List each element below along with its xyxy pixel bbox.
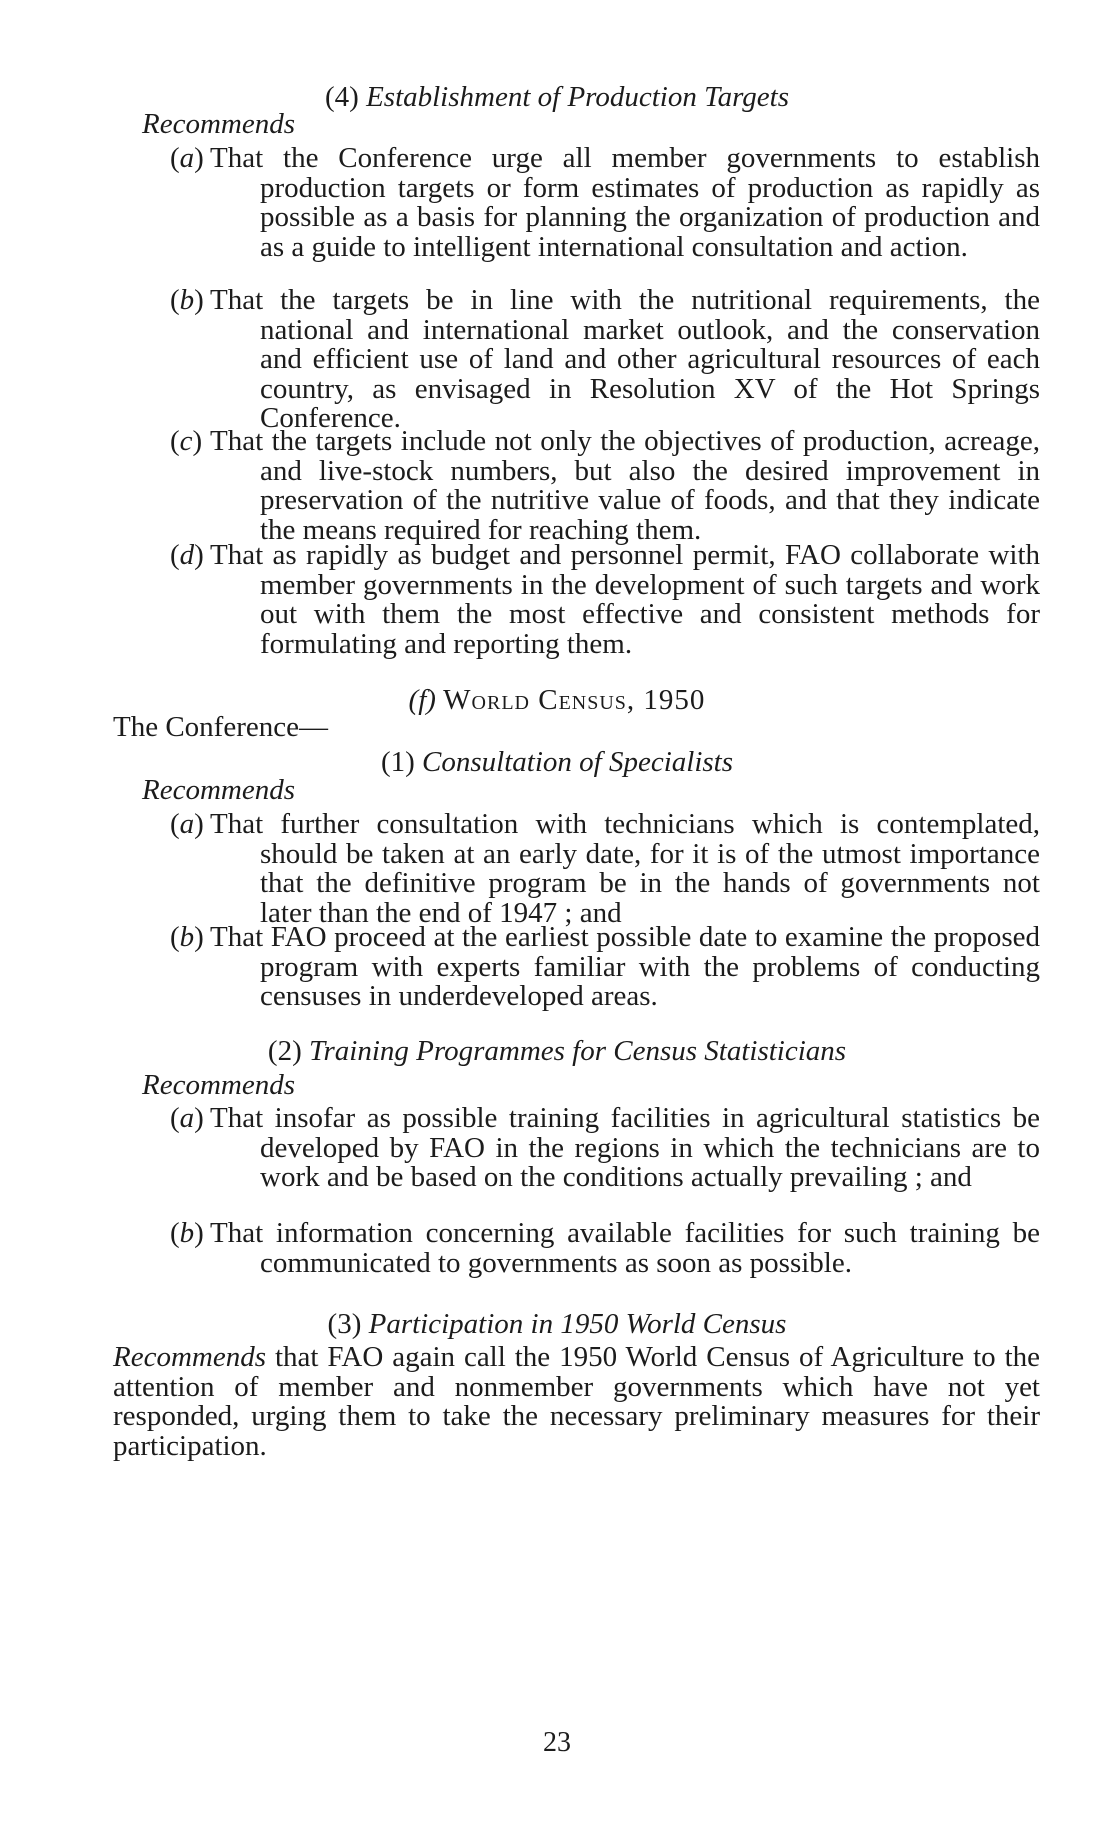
item-text: That further consultation with technicians which is contemplated, should be taken at an early date, for it is of the utmost importance that the definitive program be in the hands of governments not later than the end of 1947 ; and xyxy=(210,808,1040,929)
item-text: That FAO proceed at the earliest possible date to examine the proposed program with experts familiar with the problems of conducting censuses in underdeveloped areas. xyxy=(210,921,1040,1013)
recommendation-item xyxy=(170,286,1040,434)
item-text: That the targets include not only the objectives of production, acreage, and live-stock numbers, but also the desired improvement in preservation of the nutritive value of foods, and that they indicate the means required for reaching them. xyxy=(210,425,1040,546)
recommendation-paragraph xyxy=(113,1343,1040,1461)
item-text: That insofar as possible training facilities in agricultural statistics be developed by FAO in the regions in which the technicians are to work and be based on the conditions actually prevailing ; and xyxy=(210,1102,1040,1194)
section-title: Participation in 1950 World Census xyxy=(368,1308,787,1340)
recommends-label: Recommends xyxy=(142,1069,296,1101)
item-text: That as rapidly as budget and personnel permit, FAO collaborate with member governments in the development of such targets and work out with them the most effective and consistent methods for formulating and reporting them. xyxy=(210,539,1040,660)
recommends-label: Recommends xyxy=(142,108,296,140)
item-label: (a) xyxy=(170,808,204,840)
item-text: That the targets be in line with the nutritional requirements, the national and international market outlook, and the conservation and efficient use of land and other agricultural resources of each country, as envisaged in Resolution XV of the Hot Springs Conference. xyxy=(210,284,1040,435)
section-title: Consultation of Specialists xyxy=(422,746,734,778)
recommendation-item xyxy=(170,427,1040,545)
recommendation-item xyxy=(170,541,1040,659)
item-label: (a) xyxy=(170,142,204,174)
item-label: (c) xyxy=(170,425,203,457)
section-letter: (f) xyxy=(408,684,436,716)
section-title: Establishment of Production Targets xyxy=(366,81,789,113)
item-label: (d) xyxy=(170,539,204,571)
recommendation-item xyxy=(170,144,1040,262)
section-number: (2) xyxy=(267,1035,302,1067)
recommendation-item xyxy=(170,923,1040,1012)
section-number: (4) xyxy=(324,81,359,113)
recommends-label: Recommends xyxy=(142,774,296,806)
item-text: That the Conference urge all member governments to establish production targets or form estimates of production as rapidly as possible as a basis for planning the organization of production and as a guide to intelligent international consultation and action. xyxy=(210,142,1040,263)
item-label: (a) xyxy=(170,1102,204,1134)
section-title: Training Programmes for Census Statisticians xyxy=(308,1035,847,1067)
section-heading-training-programmes xyxy=(0,1034,1114,1068)
page-number: 23 xyxy=(543,1727,571,1758)
section-number: (1) xyxy=(380,746,415,778)
section-number: (3) xyxy=(327,1308,362,1340)
item-label: (b) xyxy=(170,284,204,316)
paragraph-text: that FAO again call the 1950 World Census of Agriculture to the attention of member and nonmember governments which have not yet responded, urging them to take the necessary preliminary measures for their participation. xyxy=(113,1341,1040,1462)
conference-label: The Conference— xyxy=(113,711,328,743)
recommendation-item xyxy=(170,1219,1040,1278)
recommendation-item xyxy=(170,1104,1040,1193)
recommends-label: Recommends xyxy=(113,1341,267,1373)
section-heading-participation-in-1950-world-census xyxy=(0,1307,1114,1341)
item-text: That information concerning available facilities for such training be communicated to governments as soon as possible. xyxy=(210,1217,1040,1279)
item-label: (b) xyxy=(170,921,204,953)
section-title: World Census, 1950 xyxy=(443,684,706,716)
item-label: (b) xyxy=(170,1217,204,1249)
recommendation-item xyxy=(170,810,1040,928)
